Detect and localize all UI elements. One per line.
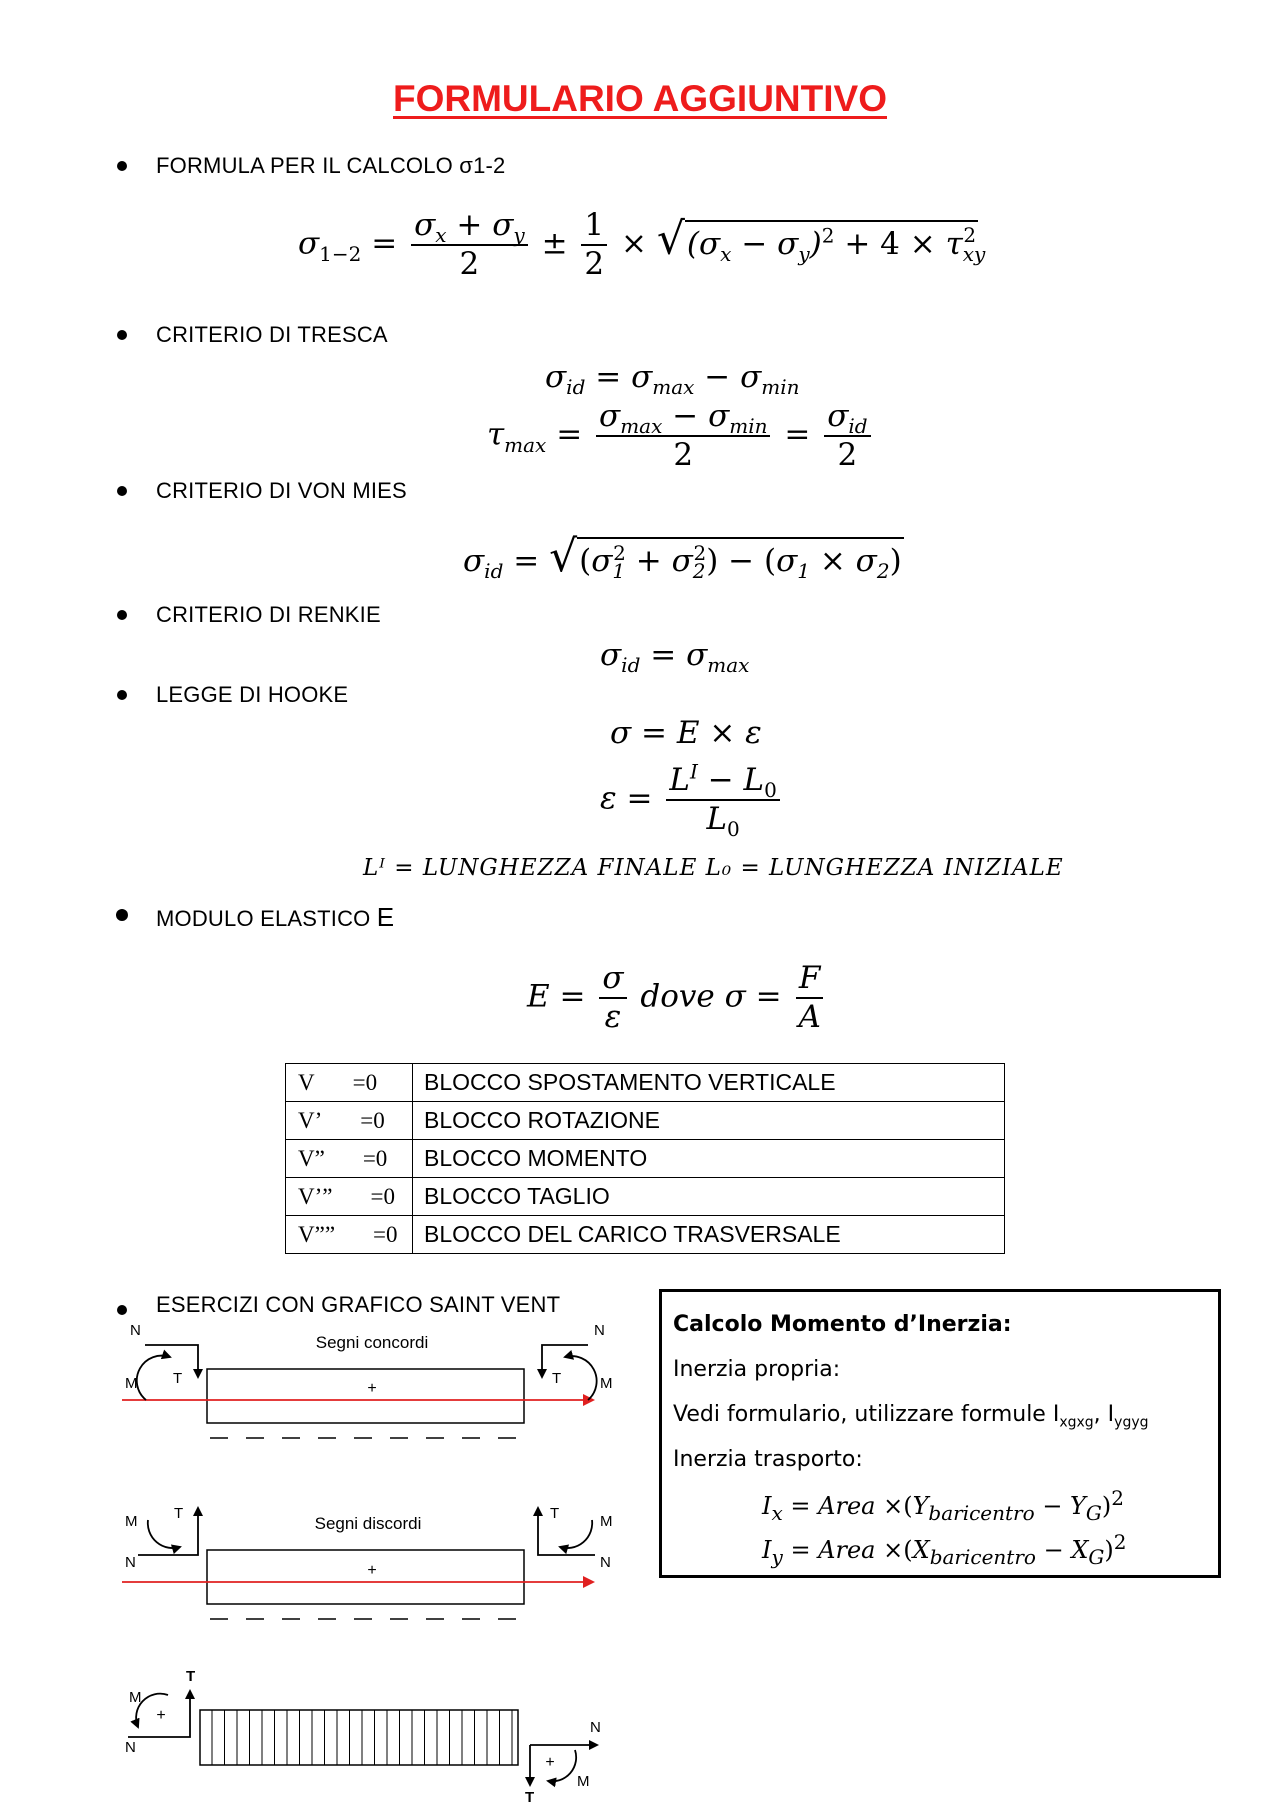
boundary-conditions-table [285, 1063, 1005, 1254]
inertia-line2-prefix: Vedi formulario, utilizzare formule I [673, 1402, 1060, 1427]
inertia-line1: Inerzia propria: [673, 1357, 841, 1382]
label-T: T [550, 1505, 560, 1522]
bullet [117, 486, 127, 496]
label-M: M [577, 1773, 590, 1790]
concordi-label: Segni concordi [315, 1333, 429, 1352]
table-row [286, 1064, 1005, 1102]
section-saint-label: ESERCIZI CON GRAFICO SAINT VENT [156, 1292, 561, 1317]
label-N: N [600, 1554, 611, 1571]
formula-modulo: E = $\frac{\sigma}{\varepsilon}$ dove σ = $\frac{F}{A}$ [527, 960, 828, 1036]
condition-symbol [286, 1216, 413, 1254]
section-hooke-label: LEGGE DI HOOKE [156, 682, 349, 707]
label-M: M [125, 1375, 138, 1392]
bullet [117, 330, 127, 340]
beam-hatching [212, 1710, 512, 1765]
section-sigma12-label: FORMULA PER IL CALCOLO σ1-2 [156, 153, 506, 178]
plus-sign: + [367, 1380, 377, 1397]
condition-eq: =0 [360, 1107, 385, 1133]
label-N: N [125, 1739, 136, 1756]
saint-venant-diagrams [110, 1315, 630, 1811]
bullet [117, 1305, 127, 1315]
label-T: T [173, 1370, 183, 1387]
diagram-concordi [122, 1322, 613, 1438]
condition-symbol [286, 1064, 413, 1102]
diagram-discordi [122, 1505, 613, 1619]
condition-sym: V”” [298, 1221, 336, 1247]
inertia-line2-sub2: ygyg [1114, 1414, 1149, 1431]
section-modulo-label [156, 902, 394, 933]
formula-tresca-tau: $\tau_{max}$ = $\frac{\sigma_{max} - \sigma_{min}}{2}$ = $\frac{\sigma_{id}}{2}$ [487, 398, 875, 474]
condition-symbol [286, 1102, 413, 1140]
condition-symbol [286, 1178, 413, 1216]
label-N: N [594, 1322, 605, 1339]
condition-description: BLOCCO DEL CARICO TRASVERSALE [413, 1216, 1005, 1254]
bullet [116, 909, 128, 921]
label-M: M [129, 1689, 142, 1706]
formula-hooke: σ = E × ε [610, 715, 762, 751]
right-moment [560, 1520, 592, 1548]
condition-sym: V” [298, 1145, 325, 1171]
beam-2 [207, 1550, 524, 1604]
bullet [117, 161, 127, 171]
formula-vonmies: $\sigma_{id} = √(\sigma_1^2 + \sigma_2^2) - (\sigma_1 \times \sigma_2)$ [463, 531, 902, 584]
plus-sign: + [545, 1754, 555, 1771]
section-modulo-symbol: E [376, 902, 395, 932]
formula-renkie: $\sigma_{id} = \sigma_{max}$ [600, 637, 750, 678]
plus-sign: + [367, 1562, 377, 1579]
label-M: M [125, 1513, 138, 1530]
beam-3 [200, 1710, 518, 1765]
left-moment [148, 1520, 180, 1548]
label-M: M [600, 1513, 613, 1530]
bullet [117, 690, 127, 700]
right-moment [565, 1356, 597, 1400]
left-moment [137, 1356, 170, 1400]
table-row [286, 1178, 1005, 1216]
condition-sym: V [298, 1069, 315, 1095]
section-renkie-label: CRITERIO DI RENKIE [156, 602, 381, 627]
label-T: T [525, 1789, 535, 1806]
inertia-heading: Calcolo Momento d’Inerzia: [673, 1312, 1012, 1337]
formula-epsilon: ε = $\frac{L^I - L_0}{L_0}$ [600, 762, 784, 838]
inertia-line2-mid: , I [1093, 1402, 1115, 1427]
formula-ix: $I_x$ = Area $\times(Y_{baricentro} - Y_G)^2$ [762, 1486, 1124, 1525]
table-row [286, 1102, 1005, 1140]
condition-description: BLOCCO TAGLIO [413, 1178, 1005, 1216]
condition-sym: V’” [298, 1183, 333, 1209]
inertia-box [659, 1289, 1221, 1578]
label-N: N [125, 1554, 136, 1571]
label-T: T [552, 1370, 562, 1387]
formula-iy: $I_y$ = Area $\times(X_{baricentro} - X_G)^2$ [762, 1530, 1127, 1569]
label-N: N [130, 1322, 141, 1339]
bullet [117, 610, 127, 620]
left-force [145, 1345, 198, 1377]
plus-sign: + [156, 1707, 166, 1724]
page-title: FORMULARIO AGGIUNTIVO [393, 78, 887, 119]
formula-tresca-sigma: $\sigma_{id} = \sigma_{max} - \sigma_{min}$ [545, 359, 800, 400]
condition-eq: =0 [352, 1069, 378, 1095]
condition-sym: V’ [298, 1107, 323, 1133]
hooke-note: Lᴵ = LUNGHEZZA FINALE L₀ = LUNGHEZZA INIZIALE [363, 855, 1064, 881]
label-M: M [600, 1375, 613, 1392]
condition-description: BLOCCO MOMENTO [413, 1140, 1005, 1178]
label-N: N [590, 1719, 601, 1736]
section-vonmies-label: CRITERIO DI VON MIES [156, 478, 407, 503]
formula-sigma12: $\sigma_{1-2}$ = $\frac{\sigma_x + \sigma_y}{2}$ ± $\frac{1}{2}$ × $√(\sigma_x - \sigma_y)^2 + 4 \times \tau_{xy}^2$ [298, 207, 986, 283]
label-T: T [186, 1668, 196, 1685]
table-row [286, 1216, 1005, 1254]
table-row [286, 1140, 1005, 1178]
inertia-line2 [673, 1402, 1149, 1430]
diagram-element [125, 1668, 601, 1806]
section-modulo-text: MODULO ELASTICO [156, 906, 371, 931]
discordi-label: Segni discordi [314, 1514, 422, 1533]
beam-1 [207, 1369, 524, 1423]
condition-eq: =0 [362, 1145, 388, 1171]
right-force [542, 1345, 588, 1377]
condition-description: BLOCCO ROTAZIONE [413, 1102, 1005, 1140]
section-tresca-label: CRITERIO DI TRESCA [156, 322, 388, 347]
inertia-line2-sub1: xgxg [1059, 1414, 1094, 1431]
condition-symbol [286, 1140, 413, 1178]
inertia-line3: Inerzia trasporto: [673, 1447, 863, 1472]
condition-eq: =0 [370, 1183, 395, 1209]
condition-description: BLOCCO SPOSTAMENTO VERTICALE [413, 1064, 1005, 1102]
label-T: T [174, 1505, 184, 1522]
condition-eq: =0 [373, 1221, 398, 1247]
